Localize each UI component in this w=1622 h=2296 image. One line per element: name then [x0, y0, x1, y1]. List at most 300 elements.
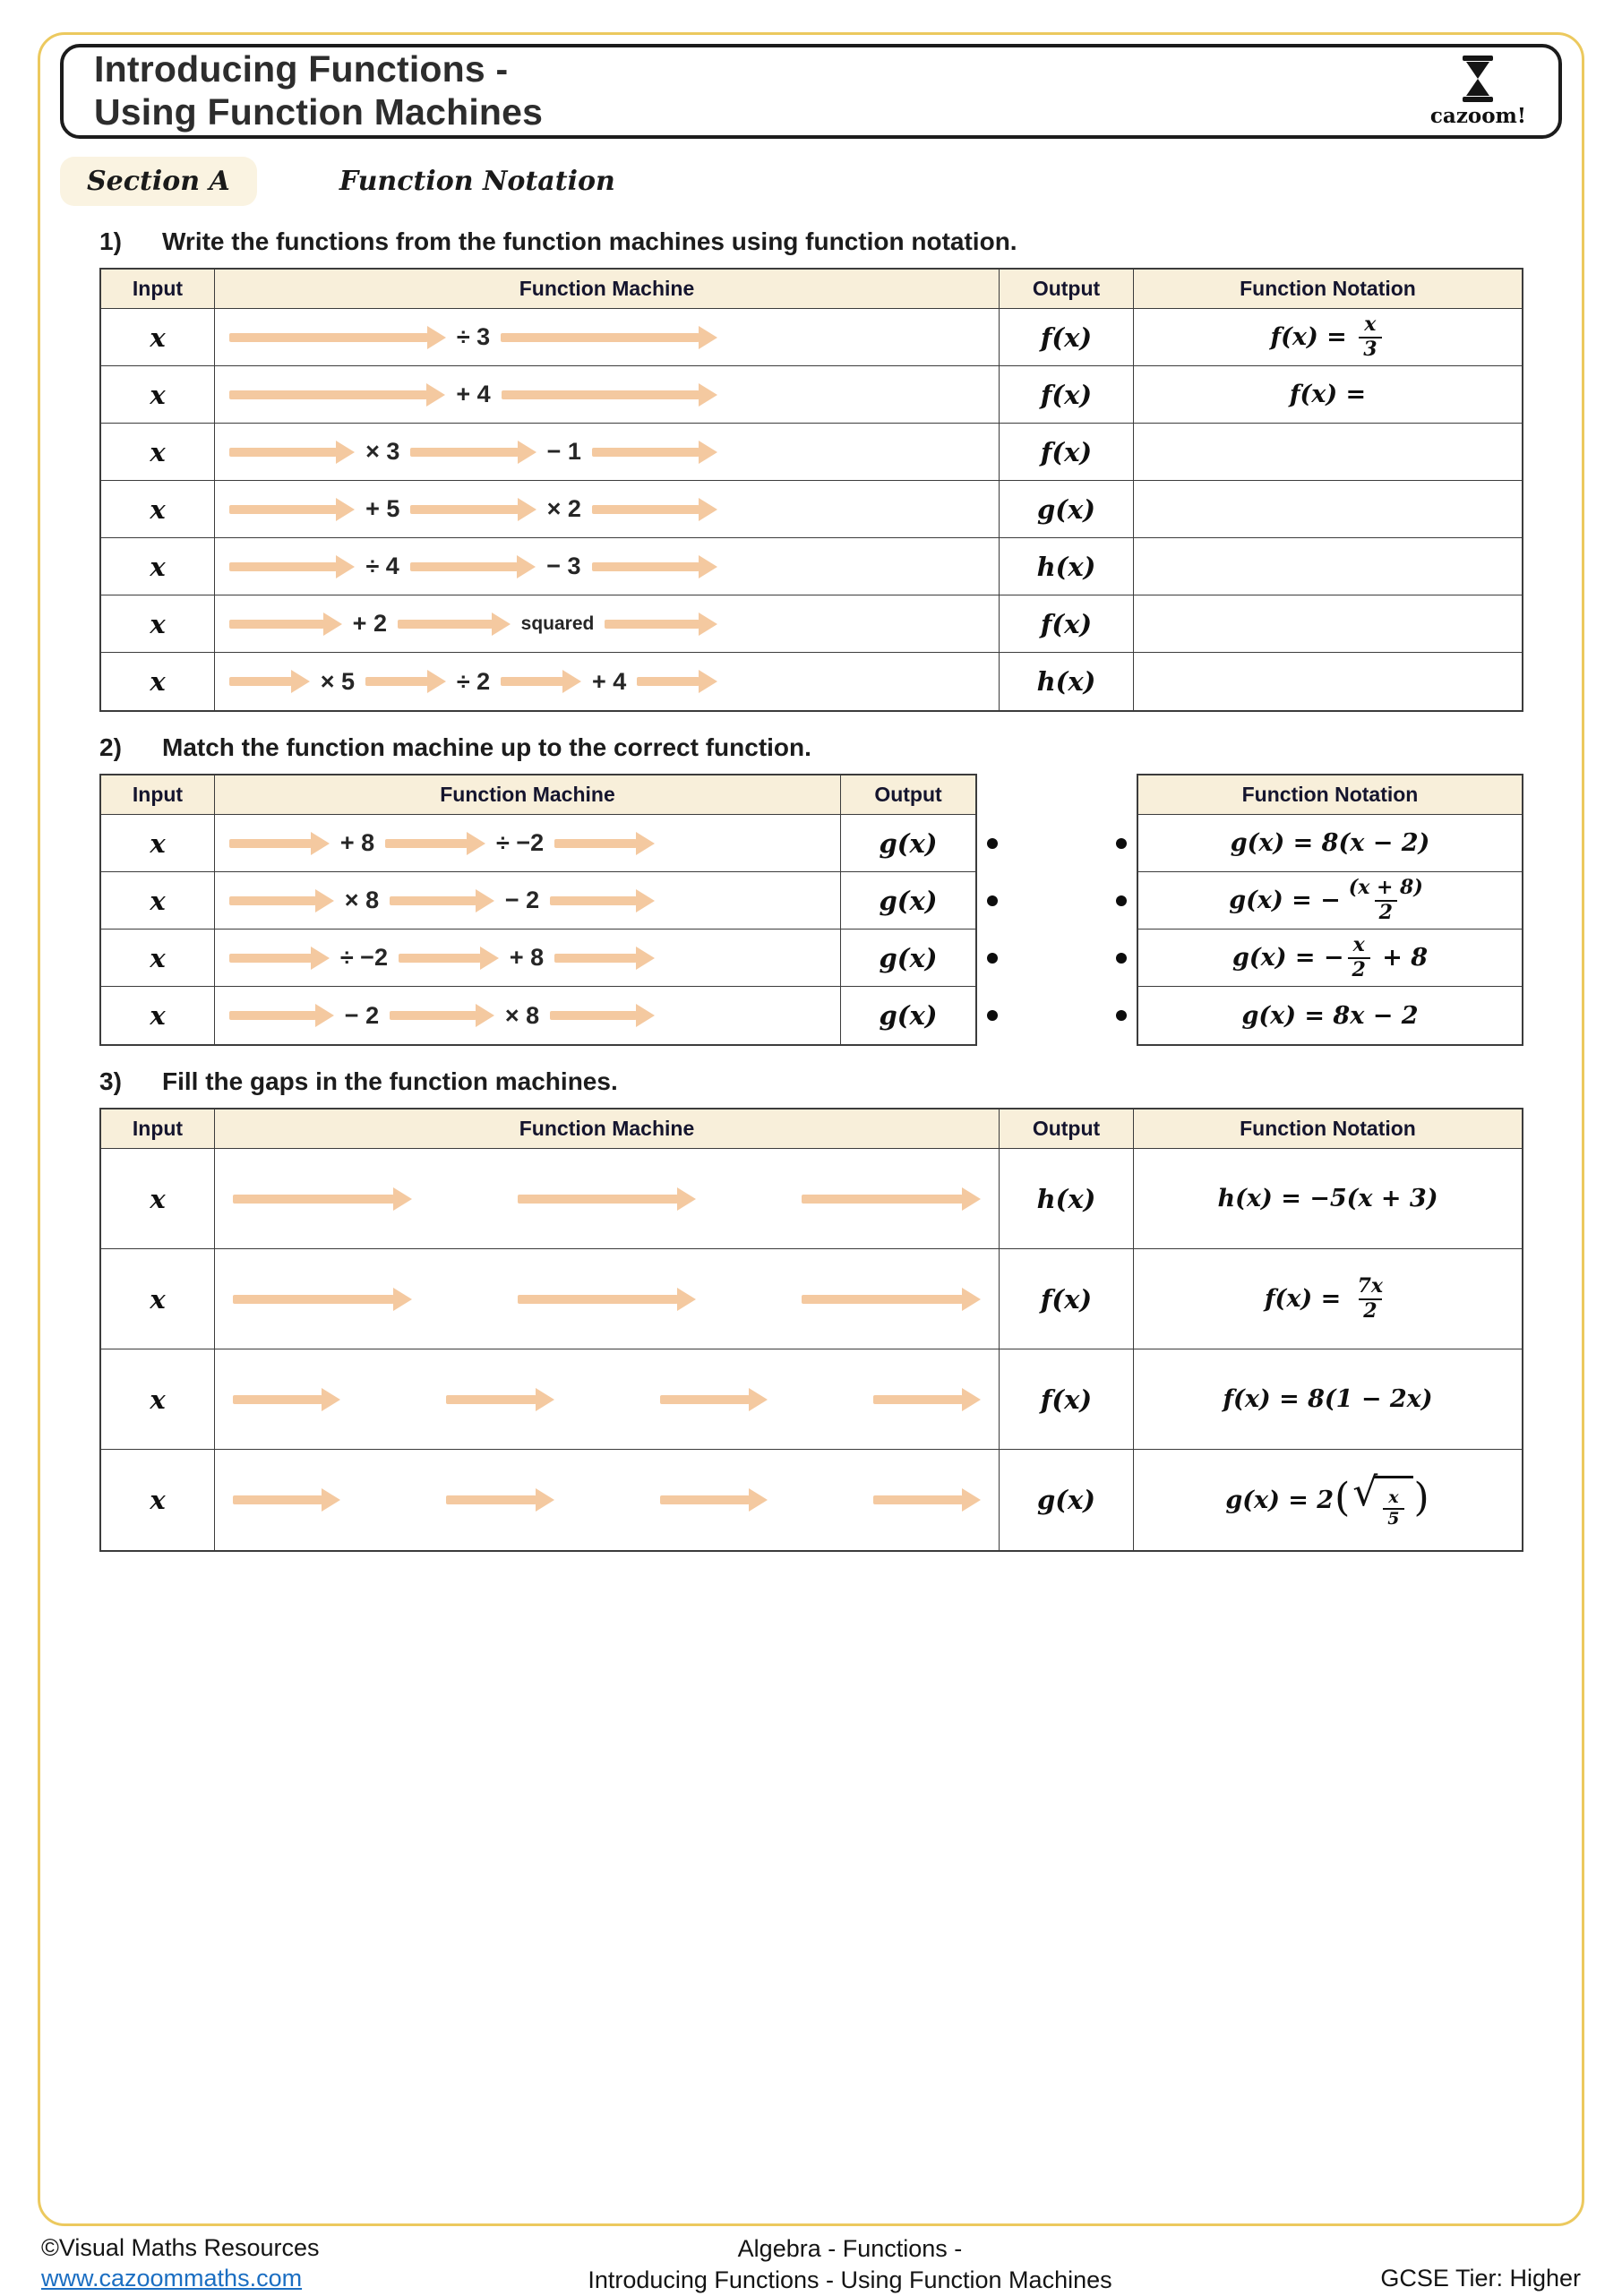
arrow-head [476, 889, 494, 912]
machine-arrow [233, 1288, 412, 1311]
machine-cell [215, 815, 841, 871]
arrow-head [536, 1388, 554, 1411]
question-3-number: 3) [99, 1067, 122, 1095]
output-cell [841, 815, 975, 871]
col-header-function-machine: Function Machine [215, 1109, 1000, 1148]
function-notation [1271, 313, 1386, 361]
q3-header-row [101, 1109, 1522, 1149]
arrow-head [517, 555, 536, 578]
function-notation [1290, 381, 1366, 408]
arrow-bar [518, 1295, 679, 1304]
notation-row [1138, 815, 1522, 872]
hourglass-icon [1457, 55, 1498, 103]
output-label: h(x) [1036, 1183, 1096, 1214]
radical-sign: √ [1352, 1469, 1378, 1515]
input-variable: x [150, 493, 166, 525]
question-3-heading [99, 1067, 1582, 1096]
notation-answer-cell[interactable] [1134, 653, 1522, 710]
logo-wordmark: cazoom! [1429, 104, 1526, 128]
notation-cell [1134, 309, 1522, 365]
output-cell [1000, 653, 1134, 710]
output-label: f(x) [1040, 1283, 1093, 1315]
machine-arrow [410, 555, 536, 578]
machine-arrow [233, 1488, 340, 1512]
machine-arrow [233, 1187, 412, 1211]
input-variable: x [150, 608, 166, 639]
arrow-bar [592, 562, 699, 571]
function-machine [229, 553, 717, 580]
match-dot-left[interactable] [1116, 1010, 1127, 1021]
notation-cell [1134, 1249, 1522, 1349]
function-machine [229, 495, 717, 523]
machine-arrow [660, 1488, 768, 1512]
function-machine [229, 610, 717, 638]
arrow-bar [233, 1195, 394, 1204]
table-row [101, 930, 975, 987]
numerator: (x + 8) [1348, 876, 1423, 900]
table-row [101, 815, 975, 872]
square-root [1351, 1471, 1412, 1529]
question-2-prompt: Match the function machine up to the correct function. [162, 733, 811, 761]
match-dot-left[interactable] [1116, 838, 1127, 849]
machine-arrow [229, 670, 310, 693]
question-2-heading [99, 733, 1582, 762]
input-cell [101, 653, 215, 710]
question-1-prompt: Write the functions from the function machines using function notation. [162, 227, 1017, 255]
machine-arrow [518, 1288, 697, 1311]
machine-cell [215, 1149, 1000, 1248]
match-dot-right[interactable] [987, 1010, 998, 1021]
notation-row [1138, 872, 1522, 930]
machine-arrow [873, 1388, 981, 1411]
output-label: f(x) [1040, 608, 1093, 639]
output-cell [1000, 309, 1134, 365]
notation-cell [1134, 366, 1522, 423]
input-variable: x [150, 321, 166, 353]
notation-answer-cell[interactable] [1134, 538, 1522, 595]
input-cell [101, 366, 215, 423]
function-notation [1232, 934, 1428, 981]
machine-arrow [410, 498, 536, 521]
arrow-head [749, 1388, 768, 1411]
output-cell [1000, 595, 1134, 652]
arrow-head [636, 832, 655, 855]
arrow-head [315, 1004, 334, 1027]
table-row [101, 1349, 1522, 1450]
arrow-head [427, 670, 446, 693]
machine-operation: × 8 [504, 1001, 540, 1029]
cazoom-logo [1430, 55, 1526, 128]
machine-arrow [398, 613, 511, 636]
arrow-bar [802, 1295, 963, 1304]
arrow-bar [229, 505, 337, 514]
arrow-head [749, 1488, 768, 1512]
footer-left [41, 2233, 320, 2296]
arrow-head [518, 498, 536, 521]
title-line-2: Using Function Machines [94, 91, 544, 133]
output-cell [841, 930, 975, 986]
machine-arrow [229, 889, 334, 912]
col-header-function-notation: Function Notation [1134, 1109, 1522, 1148]
arrow-bar [399, 954, 481, 963]
machine-arrow [446, 1388, 554, 1411]
input-cell [101, 1249, 215, 1349]
arrow-head [323, 613, 342, 636]
input-cell [101, 481, 215, 537]
numerator: x [1388, 1486, 1399, 1507]
machine-arrow [518, 1187, 697, 1211]
machine-operation: squared [520, 613, 595, 634]
machine-arrow [550, 889, 655, 912]
copyright-text: ©Visual Maths Resources [41, 2234, 320, 2261]
machine-operation: − 2 [504, 887, 540, 913]
function-notation [1229, 877, 1431, 924]
arrow-bar [518, 1195, 679, 1204]
notation-answer-cell[interactable] [1134, 424, 1522, 480]
output-label: f(x) [1040, 436, 1093, 467]
denominator: 2 [1348, 957, 1370, 981]
fraction [1348, 934, 1370, 981]
machine-operation: × 3 [365, 438, 400, 465]
arrow-bar [233, 1295, 394, 1304]
function-machine [229, 944, 655, 972]
output-cell [1000, 538, 1134, 595]
function-notation [1265, 1275, 1391, 1323]
match-dot-right[interactable] [987, 838, 998, 849]
machine-arrow [802, 1288, 981, 1311]
machine-operation: + 5 [365, 495, 400, 522]
arrow-head [636, 1004, 655, 1027]
arrow-bar [229, 620, 324, 629]
denominator: 5 [1383, 1508, 1403, 1529]
machine-cell [215, 424, 1000, 480]
arrow-head [699, 670, 717, 693]
output-label: g(x) [879, 885, 938, 916]
math-text: g(x) = − [1232, 944, 1344, 972]
arrow-head [336, 555, 355, 578]
function-notation [1218, 1185, 1438, 1212]
q2-header-row [101, 775, 975, 815]
arrow-head [699, 441, 717, 464]
arrow-bar [637, 677, 699, 686]
question-1-number: 1) [99, 227, 122, 255]
match-dot-right[interactable] [987, 895, 998, 906]
section-row [60, 157, 1582, 206]
col-header-function-machine: Function Machine [215, 775, 841, 814]
output-cell [1000, 1249, 1134, 1349]
q1-header-row [101, 270, 1522, 309]
col-header-output: Output [841, 775, 975, 814]
denominator: 2 [1375, 900, 1397, 924]
machine-arrow [390, 1004, 494, 1027]
input-cell [101, 424, 215, 480]
col-header-function-notation: Function Notation [1134, 270, 1522, 308]
input-cell [101, 872, 215, 929]
arrow-head [492, 613, 511, 636]
machine-arrow [385, 832, 485, 855]
machine-arrow [365, 670, 446, 693]
machine-arrow [554, 947, 655, 970]
denominator: 3 [1359, 337, 1381, 361]
output-label: g(x) [1036, 493, 1095, 525]
notation-row [1138, 987, 1522, 1044]
output-cell [1000, 1149, 1134, 1248]
arrow-bar [398, 620, 493, 629]
arrow-bar [233, 1395, 322, 1404]
output-label: f(x) [1040, 379, 1093, 410]
footer-tier: GCSE Tier: Higher [1380, 2265, 1581, 2292]
function-notation [1225, 1471, 1429, 1529]
notation-answer-cell[interactable] [1134, 481, 1522, 537]
function-notation [1223, 1385, 1432, 1413]
input-cell [101, 930, 215, 986]
machine-arrow [229, 441, 355, 464]
arrow-head [699, 613, 717, 636]
machine-operation: ÷ 3 [456, 323, 491, 350]
arrow-bar [229, 954, 312, 963]
machine-arrow [637, 670, 717, 693]
machine-cell [215, 987, 841, 1044]
arrow-bar [233, 1495, 322, 1504]
arrow-bar [390, 1011, 476, 1020]
output-label: g(x) [879, 942, 938, 973]
arrow-bar [873, 1495, 963, 1504]
machine-arrow [410, 441, 536, 464]
q1-table [99, 268, 1523, 712]
input-cell [101, 538, 215, 595]
input-variable: x [150, 1384, 166, 1415]
arrow-head [699, 498, 717, 521]
function-machine [229, 668, 717, 696]
table-row [101, 481, 1522, 538]
output-cell [1000, 1450, 1134, 1550]
question-2-number: 2) [99, 733, 122, 761]
col-header-output: Output [1000, 270, 1134, 308]
table-row [101, 538, 1522, 595]
machine-cell [215, 366, 1000, 423]
machine-arrow [501, 670, 581, 693]
table-row [101, 1149, 1522, 1249]
arrow-bar [229, 562, 337, 571]
denominator: 2 [1359, 1298, 1381, 1323]
arrow-bar [502, 390, 699, 399]
machine-operation: ÷ −2 [339, 944, 388, 971]
arrow-bar [365, 677, 428, 686]
fraction [1353, 1275, 1387, 1323]
machine-arrow [660, 1388, 768, 1411]
notation-cell [1138, 815, 1522, 871]
function-machine [229, 829, 655, 857]
arrow-head [311, 947, 330, 970]
input-variable: x [150, 551, 166, 582]
machine-arrow [229, 383, 445, 407]
q2-notation-header-row [1138, 775, 1522, 815]
arrow-bar [229, 677, 292, 686]
machine-arrow [592, 498, 717, 521]
section-title: Function Notation [339, 166, 615, 197]
machine-cell [215, 595, 1000, 652]
output-label: g(x) [879, 827, 938, 859]
machine-operation: ÷ 4 [365, 553, 399, 579]
numerator: x [1364, 313, 1377, 337]
input-variable: x [150, 1485, 166, 1515]
cazoommaths-link[interactable]: www.cazoommaths.com [41, 2264, 303, 2292]
input-cell [101, 1349, 215, 1449]
page-footer [41, 2233, 1581, 2296]
input-cell [101, 1149, 215, 1248]
question-3-prompt: Fill the gaps in the function machines. [162, 1067, 618, 1095]
arrow-head [476, 1004, 494, 1027]
arrow-bar [554, 839, 637, 848]
arrow-bar [501, 333, 699, 342]
machine-operation: ÷ 2 [456, 667, 491, 695]
machine-operation: × 5 [320, 667, 356, 695]
section-badge: Section A [60, 157, 257, 206]
table-row [101, 1450, 1522, 1550]
notation-answer-cell[interactable] [1134, 595, 1522, 652]
arrow-bar [229, 448, 337, 457]
col-header-input: Input [101, 270, 215, 308]
machine-operation: × 8 [344, 887, 380, 913]
table-row [101, 872, 975, 930]
machine-cell [215, 872, 841, 929]
col-header-input: Input [101, 1109, 215, 1148]
arrow-bar [229, 333, 428, 342]
arrow-head [393, 1187, 412, 1211]
machine-operation: − 1 [546, 438, 581, 465]
match-dot-right[interactable] [987, 953, 998, 964]
input-variable: x [150, 1000, 166, 1031]
arrow-head [518, 441, 536, 464]
function-machine [229, 381, 717, 408]
machine-arrow [229, 1004, 334, 1027]
machine-arrow [554, 832, 655, 855]
function-machine [233, 1388, 981, 1411]
notation-cell [1134, 1149, 1522, 1248]
arrow-head [426, 383, 445, 407]
input-cell [101, 987, 215, 1044]
worksheet-header [60, 44, 1562, 139]
machine-arrow [446, 1488, 554, 1512]
q2-matching-area [99, 774, 1523, 1046]
output-cell [1000, 1349, 1134, 1449]
arrow-head [336, 498, 355, 521]
arrow-head [562, 670, 581, 693]
machine-arrow [229, 832, 330, 855]
arrow-head [427, 326, 446, 349]
arrow-bar [385, 839, 468, 848]
machine-cell [215, 930, 841, 986]
function-notation [1231, 829, 1430, 857]
machine-cell [215, 1349, 1000, 1449]
input-variable: x [150, 436, 166, 467]
machine-arrow [605, 613, 717, 636]
col-header-function-notation: Function Notation [1138, 775, 1522, 814]
math-text: f(x) = [1289, 381, 1367, 408]
output-label: g(x) [1036, 1485, 1095, 1515]
output-label: f(x) [1040, 321, 1093, 353]
output-label: h(x) [1036, 551, 1096, 582]
machine-arrow [592, 441, 717, 464]
machine-operation: + 4 [591, 667, 627, 695]
math-text: g(x) = − [1229, 887, 1341, 914]
notation-cell [1134, 1349, 1522, 1449]
arrow-head [699, 555, 717, 578]
arrow-head [322, 1488, 340, 1512]
function-machine [233, 1288, 981, 1311]
notation-cell [1134, 1450, 1522, 1550]
machine-operation: ÷ −2 [496, 829, 545, 856]
machine-cell [215, 538, 1000, 595]
notation-cell [1138, 872, 1522, 929]
output-label: h(x) [1036, 666, 1096, 697]
arrow-bar [554, 954, 637, 963]
arrow-bar [802, 1195, 963, 1204]
table-row [101, 653, 1522, 710]
arrow-head [480, 947, 499, 970]
machine-cell [215, 309, 1000, 365]
input-variable: x [150, 1283, 166, 1315]
function-notation [1241, 1002, 1418, 1030]
radicand [1374, 1476, 1412, 1529]
arrow-head [962, 1488, 981, 1512]
arrow-bar [229, 839, 312, 848]
machine-arrow [229, 947, 330, 970]
machine-operation: − 3 [546, 553, 581, 579]
arrow-bar [660, 1495, 750, 1504]
arrow-head [962, 1388, 981, 1411]
machine-arrow [502, 383, 717, 407]
arrow-head [636, 947, 655, 970]
notation-cell [1138, 930, 1522, 986]
input-variable: x [150, 942, 166, 973]
machine-arrow [390, 889, 494, 912]
col-header-output: Output [1000, 1109, 1134, 1148]
machine-operation: × 2 [546, 495, 581, 522]
arrow-head [291, 670, 310, 693]
output-cell [1000, 366, 1134, 423]
input-cell [101, 1450, 215, 1550]
match-dot-left[interactable] [1116, 953, 1127, 964]
arrow-head [677, 1288, 696, 1311]
input-variable: x [150, 379, 166, 410]
output-label: g(x) [879, 1000, 938, 1031]
arrow-bar [550, 896, 637, 905]
output-label: f(x) [1040, 1384, 1093, 1415]
machine-cell [215, 481, 1000, 537]
machine-arrow [873, 1488, 981, 1512]
table-row [101, 424, 1522, 481]
function-machine [233, 1488, 981, 1512]
fraction [1383, 1488, 1403, 1529]
worksheet-title [94, 48, 543, 133]
match-dot-left[interactable] [1116, 895, 1127, 906]
fraction [1344, 877, 1428, 924]
arrow-head [636, 889, 655, 912]
function-machine [229, 887, 655, 914]
arrow-bar [410, 448, 518, 457]
math-text: h(x) = −5(x + 3) [1217, 1185, 1438, 1212]
notation-row [1138, 930, 1522, 987]
arrow-head [677, 1187, 696, 1211]
machine-cell [215, 1249, 1000, 1349]
arrow-bar [660, 1395, 750, 1404]
arrow-bar [550, 1011, 637, 1020]
question-1-heading [99, 227, 1582, 256]
math-text: g(x) = 8x − 2 [1241, 1001, 1419, 1030]
arrow-bar [592, 448, 699, 457]
table-row [101, 595, 1522, 653]
